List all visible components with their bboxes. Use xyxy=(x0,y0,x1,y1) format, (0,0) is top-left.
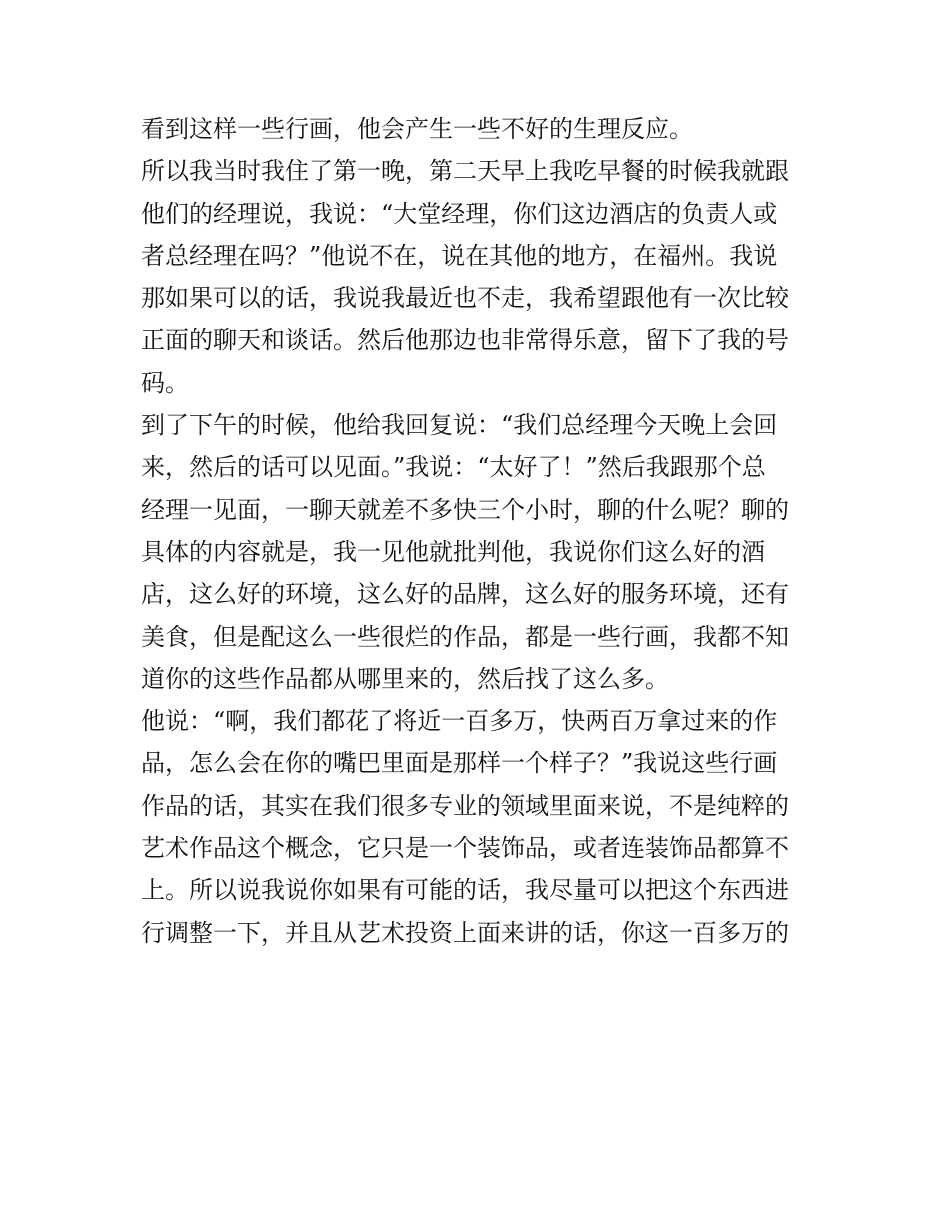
text-line: 具体的内容就是，我一见他就批判他，我说你们这么好的酒 xyxy=(141,537,765,566)
text-line: 看到这样一些行画，他会产生一些不好的生理反应。 xyxy=(141,115,693,143)
text-line: 艺术作品这个概念，它只是一个装饰品，或者连装饰品都算不 xyxy=(141,834,789,863)
text-line: 上。所以说我说你如果有可能的话，我尽量可以把这个东西进 xyxy=(141,876,789,905)
text-line: 店，这么好的环境，这么好的品牌，这么好的服务环境，还有 xyxy=(141,580,789,609)
text-line: 码。 xyxy=(141,368,189,397)
text-line: 道你的这些作品都从哪里来的，然后找了这么多。 xyxy=(141,664,669,693)
text-line: 经理一见面，一聊天就差不多快三个小时，聊的什么呢？聊的 xyxy=(141,495,789,524)
text-line: 到了下午的时候，他给我回复说：“我们总经理今天晚上会回 xyxy=(141,411,778,440)
text-line: 作品的话，其实在我们很多专业的领域里面来说，不是纯粹的 xyxy=(141,791,789,820)
text-line: 者总经理在吗？”他说不在，说在其他的地方，在福州。我说 xyxy=(141,241,778,270)
document-body xyxy=(141,108,821,954)
text-line: 正面的聊天和谈话。然后他那边也非常得乐意，留下了我的号 xyxy=(141,326,789,355)
text-line: 那如果可以的话，我说我最近也不走，我希望跟他有一次比较 xyxy=(141,284,789,313)
text-line: 来，然后的话可以见面。”我说：“太好了！”然后我跟那个总 xyxy=(141,453,766,482)
text-line: 他说：“啊，我们都花了将近一百多万，快两百万拿过来的作 xyxy=(141,707,778,736)
text-line: 所以我当时我住了第一晚，第二天早上我吃早餐的时候我就跟 xyxy=(141,157,789,186)
text-line: 行调整一下，并且从艺术投资上面来讲的话，你这一百多万的 xyxy=(141,918,789,947)
text-line: 品，怎么会在你的嘴巴里面是那样一个样子？”我说这些行画 xyxy=(141,749,778,778)
text-line: 美食，但是配这么一些很烂的作品，都是一些行画，我都不知 xyxy=(141,622,789,651)
text-line: 他们的经理说，我说：“大堂经理，你们这边酒店的负责人或 xyxy=(141,199,778,228)
